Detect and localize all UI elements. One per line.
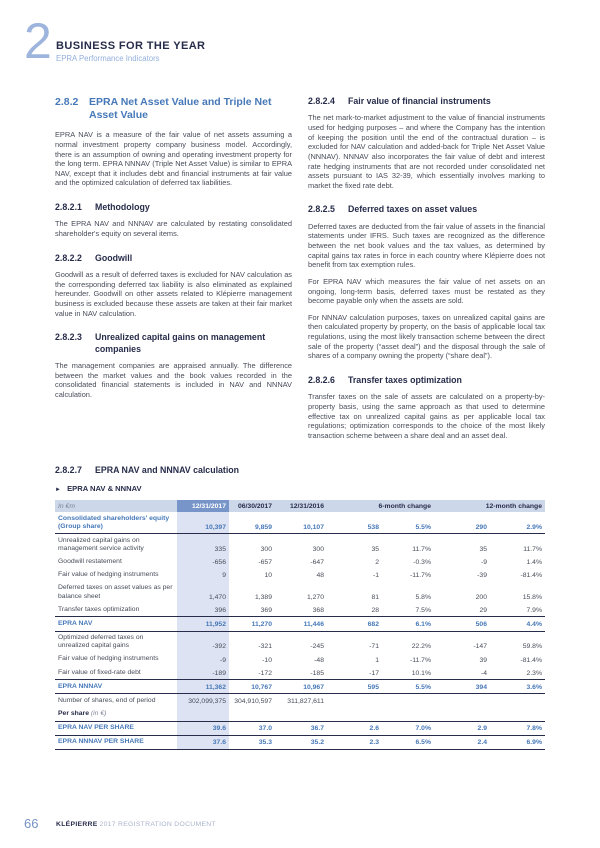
section-heading <box>55 332 292 355</box>
cell: 2.9% <box>490 512 545 534</box>
cell: 2.3% <box>526 669 542 677</box>
cell: 22.2% <box>411 643 431 651</box>
row-label: Optimized deferred taxes on unrealized capital gains <box>58 634 144 650</box>
section-number: 2.8.2.3 <box>55 332 82 343</box>
column-header-12-31-2017: 12/31/2017 <box>177 500 229 512</box>
row-label: Goodwill restatement <box>58 558 122 566</box>
section-title: Transfer taxes optimization <box>348 374 462 385</box>
section-heading <box>308 204 545 215</box>
cell <box>327 694 382 708</box>
paragraph: The net mark-to-market adjustment to the value of financial instruments used for hedging purposes – and where the Company has the intention of keeping the position until the end of the contractual duration – is excluded for NAV calculation and added-back for Triple Net Asset Value (NNNAV). NNNAV also incorporates the fair value of debt and interest rate hedging instruments that are not recorded under consolidated net assets pursuant to IAS 32-39, which essentially involves marking to market the fixed rate debt. <box>308 113 545 190</box>
cell: 7.8% <box>490 721 545 735</box>
cell <box>382 694 434 708</box>
cell: 300 <box>312 546 324 554</box>
text-columns <box>55 96 545 465</box>
cell: 2 <box>375 559 379 567</box>
cell: -147 <box>473 643 487 651</box>
cell: 1 <box>375 656 379 664</box>
section-number: 2.8.2 <box>55 96 79 108</box>
cell: 7.9% <box>526 606 542 614</box>
section-title: Unrealized capital gains on management companies <box>95 332 266 354</box>
table-header <box>55 500 545 512</box>
cell: -1 <box>372 572 379 580</box>
table-section-title: EPRA NAV and NNNAV calculation <box>95 465 240 475</box>
row-label: Number of shares, end of period <box>58 696 156 704</box>
cell: 9,859 <box>229 512 275 534</box>
footer-doc-title: 2017 REGISTRATION DOCUMENT <box>99 821 216 828</box>
row-label: Fair value of hedging instruments <box>58 655 159 663</box>
cell <box>434 694 490 708</box>
cell: -172 <box>258 669 272 677</box>
section-number: 2.8.2.6 <box>308 374 335 385</box>
cell: 9 <box>177 569 229 582</box>
chapter-number: 2 <box>24 13 52 69</box>
cell: 368 <box>312 606 324 614</box>
cell <box>177 708 229 722</box>
right-column <box>308 96 545 465</box>
cell: 396 <box>177 603 229 617</box>
footer-brand-name: KLÉPIERRE <box>56 821 98 828</box>
section-number: 2.8.2.5 <box>308 204 335 215</box>
cell: 6.1% <box>382 617 434 631</box>
cell: 3.6% <box>490 680 545 694</box>
section-heading <box>308 96 545 107</box>
cell: 37.6 <box>177 735 229 749</box>
table-row <box>55 735 545 749</box>
row-label: Fair value of fixed-rate debt <box>58 668 141 676</box>
cell: -81.4% <box>520 572 542 580</box>
paragraph: The management companies are appraised annually. The difference between the market values and the book values recorded in the consolidated financial statements is included in NAV and NNNAV calculation. <box>55 361 292 399</box>
row-label: EPRA NNNAV <box>55 680 177 694</box>
paragraph: EPRA NAV is a measure of the fair value of net assets assuming a normal investment property company business model. Accordingly, there is an assumption of owning and operating investment property for the long term. EPRA NNNAV (Triple Net Asset Value) is similar to EPRA NAV, except that it includes debt and financial instruments at fair value and the optimized calculation of deferred tax liabilities. <box>55 130 292 188</box>
row-label: Unrealized capital gains on management service activity <box>58 536 144 552</box>
table-row <box>55 721 545 735</box>
cell: 300 <box>260 546 272 554</box>
cell: -10 <box>262 656 272 664</box>
unit-label: In €m <box>55 500 177 512</box>
cell: 290 <box>434 512 490 534</box>
paragraph: For NNNAV calculation purposes, taxes on unrealized capital gains are then calculated property by property, on the basis of applicable local tax regulations, using the most likely transaction scheme between the direct sale of the property (“asset deal”) and the disposal through the sale of shares of a company owning the property (“share deal”). <box>308 312 545 361</box>
cell: -185 <box>310 669 324 677</box>
section-number: 2.8.2.4 <box>308 96 335 106</box>
table-row <box>55 569 545 582</box>
row-label: Fair value of hedging instruments <box>58 571 159 579</box>
cell: 35 <box>479 546 487 554</box>
column-header-06-30-2017: 06/30/2017 <box>229 500 275 512</box>
table-row <box>55 708 545 722</box>
table-row <box>55 512 545 534</box>
triangle-bullet-icon: ► <box>55 487 61 493</box>
cell: 1,389 <box>254 593 272 601</box>
cell: 682 <box>327 617 382 631</box>
table-row <box>55 603 545 617</box>
cell: 538 <box>327 512 382 534</box>
chapter-subtitle: EPRA Performance Indicators <box>56 54 160 63</box>
cell: 39.6 <box>177 721 229 735</box>
cell: 304,910,597 <box>234 698 272 705</box>
row-label: Per share (in €) <box>58 710 107 717</box>
section-title: EPRA Net Asset Value and Triple Net Asset Value <box>89 96 272 122</box>
paragraph: Transfer taxes on the sale of assets are calculated on a property-by-property basis, using the same approach as that used to determine effective tax on unrealized capital gains as per applicable local tax regulations; optimization corresponds to the choice of the most likely transaction scheme between a share deal and an asset deal. <box>308 392 545 440</box>
cell: 7.5% <box>415 606 431 614</box>
row-label: EPRA NAV PER SHARE <box>55 721 177 735</box>
cell: 81 <box>371 593 379 601</box>
section-title: Goodwill <box>95 252 133 263</box>
cell: 11,446 <box>275 617 327 631</box>
cell <box>275 708 327 722</box>
cell: 5.8% <box>415 593 431 601</box>
cell: -189 <box>177 666 229 680</box>
cell: 5.5% <box>382 680 434 694</box>
cell: 11,362 <box>177 680 229 694</box>
cell: -0.3% <box>413 559 431 567</box>
cell: -4 <box>480 669 487 677</box>
chapter-title: BUSINESS FOR THE YEAR <box>56 40 206 52</box>
section-heading <box>308 375 545 386</box>
cell: 5.5% <box>382 512 434 534</box>
cell: -9 <box>480 559 487 567</box>
table-row <box>55 666 545 680</box>
cell: -392 <box>177 631 229 653</box>
cell <box>434 708 490 722</box>
cell: 2.9 <box>434 721 490 735</box>
cell: -81.4% <box>520 656 542 664</box>
cell <box>327 708 382 722</box>
cell: 15.8% <box>522 593 542 601</box>
cell: 37.0 <box>229 721 275 735</box>
row-label: Deferred taxes on asset values as per balance sheet <box>58 584 173 600</box>
table-row <box>55 582 545 603</box>
cell: 595 <box>327 680 382 694</box>
row-label: EPRA NNNAV PER SHARE <box>55 735 177 749</box>
page-content <box>55 96 545 750</box>
cell: 11,952 <box>177 617 229 631</box>
cell: 200 <box>475 593 487 601</box>
paragraph: For EPRA NAV which measures the fair value of net assets on an ongoing, long-term basis, deferred taxes must be restated as they become payable only when the assets are sold. <box>308 276 545 306</box>
cell: -321 <box>258 643 272 651</box>
table-row <box>55 556 545 569</box>
footer <box>56 821 216 828</box>
cell: -9 <box>177 653 229 666</box>
chapter-header <box>56 40 205 63</box>
row-label: Transfer taxes optimization <box>58 605 140 613</box>
cell <box>382 708 434 722</box>
cell: 36.7 <box>275 721 327 735</box>
cell: 11,270 <box>229 617 275 631</box>
cell: 335 <box>177 534 229 556</box>
cell: 35.2 <box>275 735 327 749</box>
row-label-suffix: (in €) <box>88 710 107 717</box>
cell: 394 <box>434 680 490 694</box>
section-title: Methodology <box>95 202 150 212</box>
cell <box>490 708 545 722</box>
cell: -245 <box>310 643 324 651</box>
cell: 1,270 <box>306 593 324 601</box>
cell: 48 <box>316 572 324 580</box>
table-row <box>55 617 545 631</box>
cell: 35.3 <box>229 735 275 749</box>
cell: 11.7% <box>523 546 542 554</box>
column-header-12-31-2016: 12/31/2016 <box>275 500 327 512</box>
cell: 35 <box>371 546 379 554</box>
cell: 39 <box>479 656 487 664</box>
cell: -647 <box>310 559 324 567</box>
cell: 1.4% <box>526 559 542 567</box>
cell: 506 <box>434 617 490 631</box>
cell: -656 <box>177 556 229 569</box>
cell: 2.3 <box>327 735 382 749</box>
cell: 10,107 <box>275 512 327 534</box>
row-label: EPRA NAV <box>55 617 177 631</box>
table-subtitle <box>55 484 545 493</box>
section-number: 2.8.2.2 <box>55 252 82 263</box>
section-heading <box>55 96 292 122</box>
section-number: 2.8.2.1 <box>55 202 82 212</box>
cell: 1,470 <box>177 582 229 603</box>
table-subtitle-label: EPRA NAV & NNNAV <box>67 484 142 493</box>
paragraph: Goodwill as a result of deferred taxes is excluded for NAV calculation as the corresponding deferred tax liability is also eliminated as explained hereunder. Goodwill on other assets related to Klépierre management business is excluded because these assets are taken at their fair market value in NAV calculation. <box>55 270 292 318</box>
cell: 10,767 <box>229 680 275 694</box>
left-column <box>55 96 292 465</box>
cell: 302,099,375 <box>177 694 229 708</box>
cell: 59.8% <box>522 643 542 651</box>
cell <box>490 694 545 708</box>
cell: 29 <box>479 606 487 614</box>
cell: 28 <box>371 606 379 614</box>
cell: 10.1% <box>411 669 431 677</box>
section-heading <box>55 253 292 264</box>
cell: 311,827,611 <box>287 698 324 705</box>
section-title: Deferred taxes on asset values <box>348 204 478 215</box>
cell: 2.6 <box>327 721 382 735</box>
table-row <box>55 680 545 694</box>
table-row <box>55 653 545 666</box>
cell: 7.0% <box>382 721 434 735</box>
cell <box>229 708 275 722</box>
paragraph: Deferred taxes are deducted from the fair value of assets in the financial statements under IFRS. Such taxes are recognized as the difference between the net book values and the tax values, as determined by capital gains tax rates in force in each country where Klépierre does not benefit from tax exemption rules. <box>308 221 545 270</box>
cell: -657 <box>258 559 272 567</box>
cell: 10,397 <box>177 512 229 534</box>
table-section-heading <box>55 465 545 475</box>
table-header-row <box>55 500 545 512</box>
column-header-6-month-change: 6-month change <box>327 500 434 512</box>
table-section-number: 2.8.2.7 <box>55 465 82 475</box>
row-label: Consolidated shareholders' equity (Group share) <box>55 512 177 534</box>
cell: 2.4 <box>434 735 490 749</box>
table-row <box>55 694 545 708</box>
cell: -11.7% <box>409 572 431 580</box>
cell: 11.7% <box>412 546 431 554</box>
paragraph: The EPRA NAV and NNNAV are calculated by restating consolidated shareholder's equity on several items. <box>55 219 292 239</box>
page-number: 66 <box>24 816 39 831</box>
epra-nav-table <box>55 500 545 750</box>
cell: 4.4% <box>490 617 545 631</box>
cell: 6.9% <box>490 735 545 749</box>
table-row <box>55 534 545 556</box>
cell: 6.5% <box>382 735 434 749</box>
table-body <box>55 512 545 749</box>
cell: -11.7% <box>409 656 431 664</box>
cell: 10 <box>264 572 272 580</box>
cell: -71 <box>369 643 379 651</box>
cell: -48 <box>314 656 324 664</box>
table-row <box>55 631 545 653</box>
cell: -17 <box>369 669 379 677</box>
column-header-12-month-change: 12-month change <box>434 500 545 512</box>
cell: 10,967 <box>275 680 327 694</box>
section-title: Fair value of financial instruments <box>348 96 491 106</box>
cell: -39 <box>477 572 487 580</box>
section-heading <box>55 202 292 213</box>
cell: 369 <box>260 606 272 614</box>
